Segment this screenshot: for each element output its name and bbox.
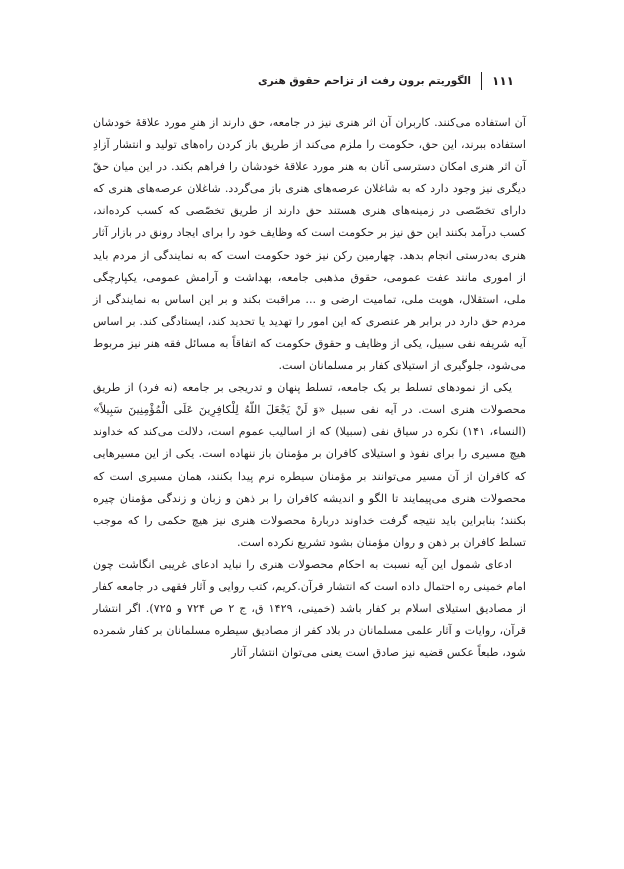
body-text xyxy=(93,112,526,664)
running-title: الگوریتم برون رفت از تزاحم حقوق هنری xyxy=(258,75,472,87)
page-number: ۱۱۱ xyxy=(492,74,514,88)
paragraph: آن استفاده می‌کنند. کاربران آن اثر هنری نیز در جامعه، حق دارند از هنرِ مورد علاقهٔ خودشان استفاده ببرند، این حق، حکومت را ملزم می‌کند از طریق باز کردن راه‌های تولید و انتشار آزادِ آن اثر هنری امکان دسترسی آنان به هنر مورد علاقهٔ خودشان را فراهم بکند. در این میان حقّ دیگری نیز وجود دارد که به شاغلان عرصه‌های هنری باز می‌گردد. شاغلان عرصه‌های هنری که دارای تخصّصی در زمینه‌های هنری هستند حق دارند از طریق تخصّصی که کسب کرده‌اند، کسب درآمد بکنند این حق نیز بر حکومت است که وظایف خود را برای ایجاد رونق در بازار آثار هنری به‌درستی انجام بدهد. چهارمین رکن نیز خود حکومت است که به نمایندگی از مردم باید از اموری مانند عفت عمومی، حقوق مذهبی جامعه، بهداشت و آرامش عمومی، یکپارچگی ملی، استقلال، هویت ملی، تمامیت ارضی و ... مراقبت بکند و بر این اساس به نمایندگی از مردم حق دارد در برابر هر عنصری که این امور را تهدید یا تحدید کند، ایستادگی کند. بر اساس آیه شریفه نفی سبیل، یکی از وظایف و حقوق حکومت که اتفاقاً به مسائل فقه هنر نیز مربوط می‌شود، جلوگیری از استیلای کفار بر مسلمانان است. xyxy=(93,116,526,373)
paragraph: یکی از نمودهای تسلط بر یک جامعه، تسلط پنهان و تدریجی بر جامعه (نه فرد) از طریق محصولات هنری است. در آیه نفی سبیل «وَ لَنْ یَجْعَلَ اللّهُ لِلْکافِرِینَ عَلَی الْمُؤْمِنِینَ سَبِیلاً» (النساء، ۱۴۱) نکره در سیاق نفی (سبیلا) که از اسالیب عموم است، دلالت می‌کند که خداوند هیچ مسیری را برای نفوذ و استیلای کافران بر مؤمنان باز ننهاده است. یکی از این مسیرهایی که کافران از آن مسیر می‌توانند بر مؤمنان سیطره نرم پیدا بکنند، همان مسیری است که محصولات هنری می‌پیمایند تا الگو و اندیشه کافران را بر ذهن و زبان و زندگی مؤمنان چیره بکنند؛ بنابراین باید نتیجه گرفت خداوند دربارهٔ محصولات هنری نیز هیچ حکمی را که موجب تسلط کافران بر ذهن و روان مؤمنان بشود تشریع نکرده است. xyxy=(93,381,527,549)
running-header xyxy=(258,72,514,90)
header-divider xyxy=(481,72,482,90)
paragraph: ادعای شمول این آیه نسبت به احکام محصولات هنری را نباید ادعای غریبی انگاشت چون امام خمینی ره احتمال داده است که انتشار قرآن.کریم، کتب روایی و آثار فقهی در جامعه کفار از مصادیق استیلای اسلام بر کفار باشد (خمینی، ۱۴۲۹ ق، ج ۲ ص ۷۲۴ و ۷۲۵). اگر انتشار قرآن، روایات و آثار علمی مسلمانان در بلاد کفر از مصادیق سیطره مسلمانان بر کفار شمرده شود، طبعاً عکس قضیه نیز صادق است یعنی می‌توان انتشار آثار xyxy=(93,557,527,660)
